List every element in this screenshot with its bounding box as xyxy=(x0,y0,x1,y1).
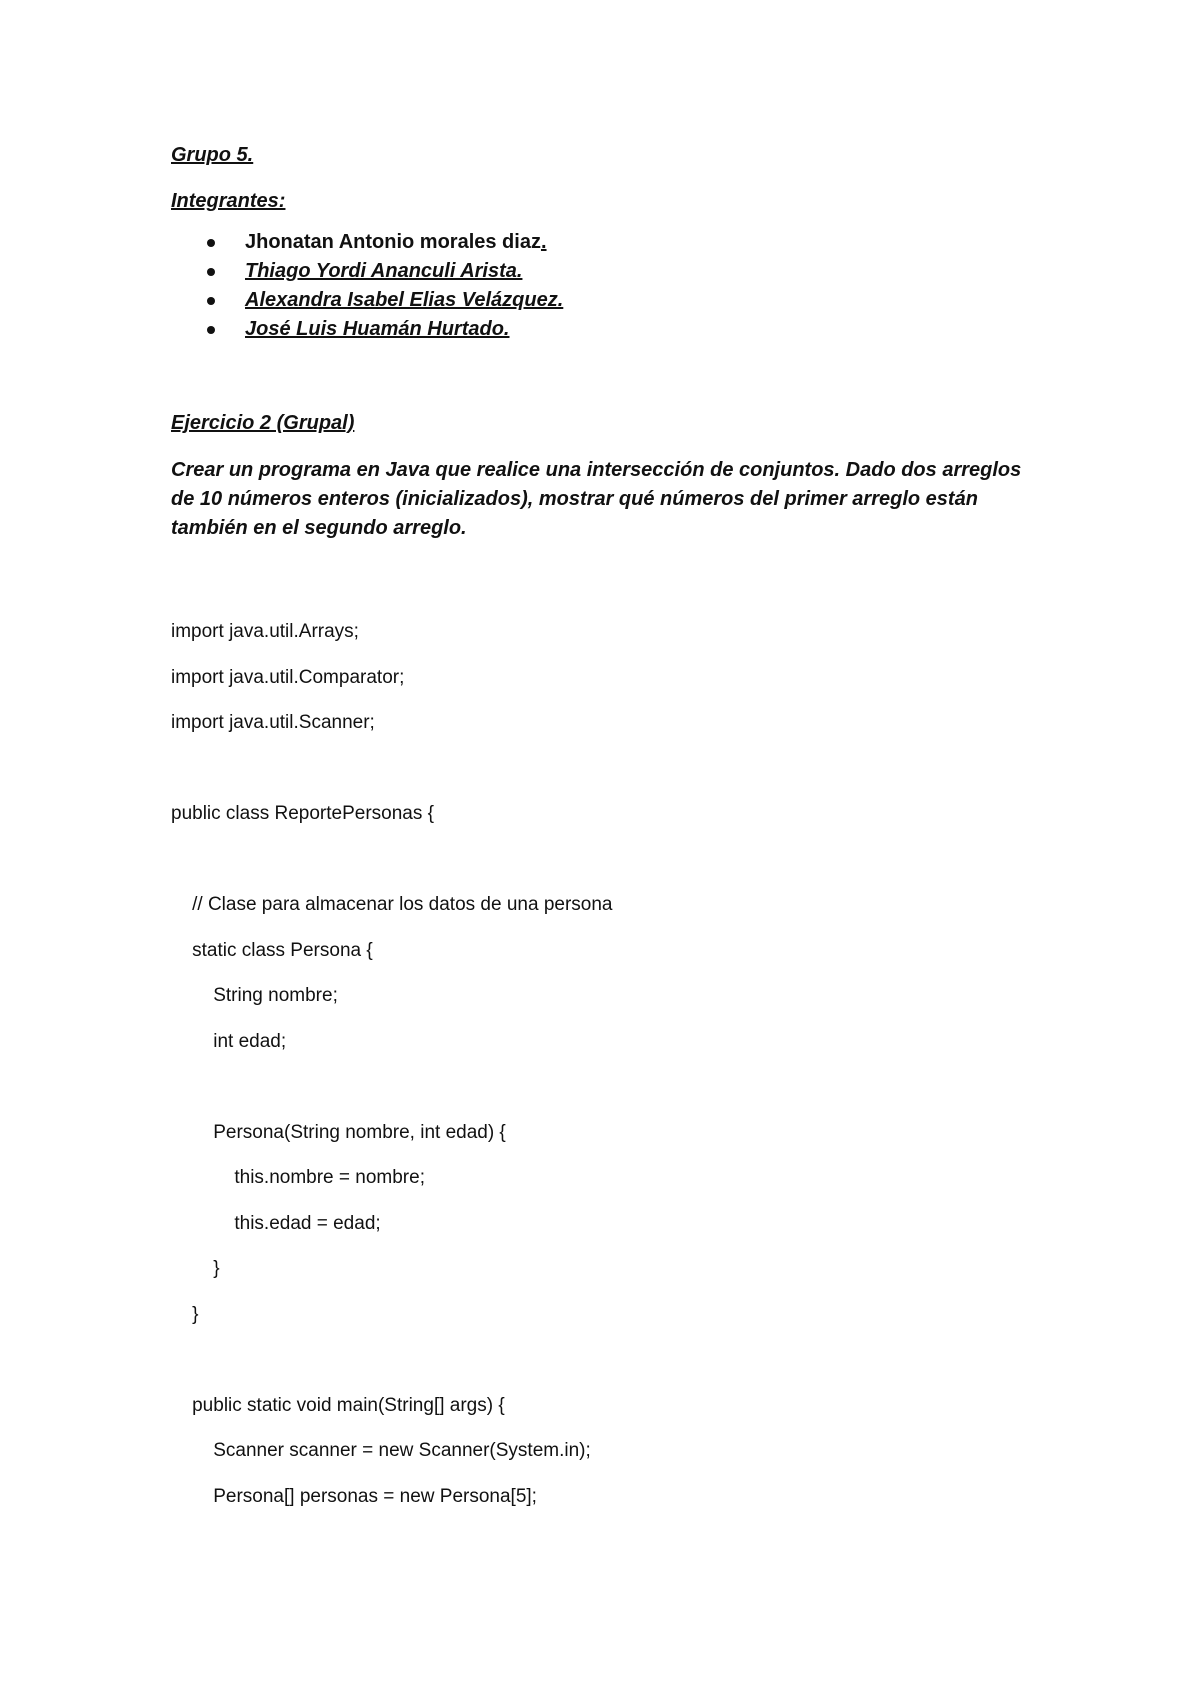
exercise-title: Ejercicio 2 (Grupal) xyxy=(171,412,355,434)
member-name: José Luis Huamán Hurtado. xyxy=(245,318,510,340)
member-item xyxy=(207,315,1041,344)
code-line xyxy=(171,746,1041,792)
code-block xyxy=(171,609,1041,1519)
bullet-icon xyxy=(207,268,215,276)
code-line: } xyxy=(171,1303,199,1325)
code-line: } xyxy=(171,1258,220,1279)
exercise-statement: Crear un programa en Java que realice una intersección de conjuntos. Dado dos arreglos de 10 números enteros (inicializados), mostrar qué números del primer arreglo están también en el segundo arreglo. xyxy=(171,459,1022,539)
code-line: Persona[] personas = new Persona[5]; xyxy=(171,1485,537,1507)
code-line: import java.util.Arrays; xyxy=(171,621,359,642)
code-line: Scanner scanner = new Scanner(System.in); xyxy=(171,1440,591,1461)
code-line: import java.util.Scanner; xyxy=(171,712,375,733)
code-line: this.edad = edad; xyxy=(171,1212,381,1234)
bullet-icon xyxy=(207,297,215,305)
code-line xyxy=(171,837,1041,883)
member-suffix: . xyxy=(540,231,547,253)
group-title: Grupo 5. xyxy=(171,144,254,166)
member-item xyxy=(207,228,1041,257)
bullet-icon xyxy=(207,239,215,247)
code-line xyxy=(171,1337,1041,1383)
member-item xyxy=(207,286,1041,315)
member-name: Jhonatan Antonio morales diaz xyxy=(245,231,541,253)
code-line: public static void main(String[] args) { xyxy=(171,1394,505,1416)
code-line: import java.util.Comparator; xyxy=(171,666,405,688)
code-line: this.nombre = nombre; xyxy=(171,1167,425,1188)
code-line: Persona(String nombre, int edad) { xyxy=(171,1121,506,1143)
members-list xyxy=(171,228,1041,344)
member-name: Alexandra Isabel Elias Velázquez. xyxy=(245,289,564,311)
code-line: static class Persona { xyxy=(171,939,373,961)
code-line xyxy=(171,1064,1041,1110)
bullet-icon xyxy=(207,326,215,334)
code-line: // Clase para almacenar los datos de una persona xyxy=(171,894,613,915)
members-title: Integrantes: xyxy=(171,190,286,212)
document-content xyxy=(171,142,1041,1519)
member-name: Thiago Yordi Ananculi Arista. xyxy=(245,260,523,282)
member-item xyxy=(207,257,1041,286)
code-line: public class ReportePersonas { xyxy=(171,803,434,824)
code-line: String nombre; xyxy=(171,985,338,1006)
code-line: int edad; xyxy=(171,1030,287,1052)
